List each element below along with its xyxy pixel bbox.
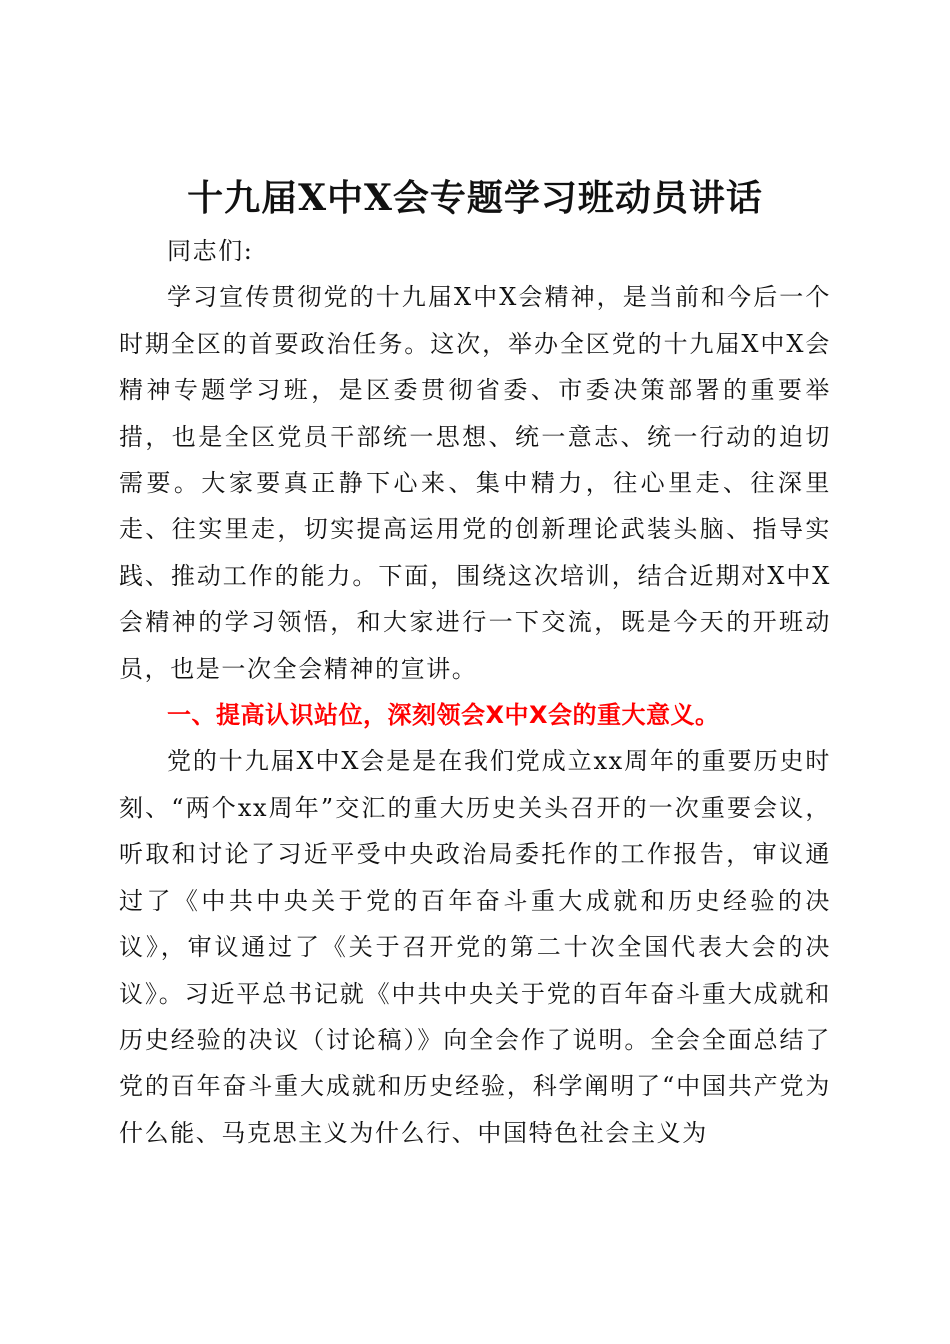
section-heading-1: 一、提高认识站位，深刻领会X中X会的重大意义。 — [167, 701, 720, 730]
document-body — [119, 228, 831, 1156]
paragraph-intro: 学习宣传贯彻党的十九届X中X会精神，是当前和今后一个时期全区的首要政治任务。这次，举办全区党的十九届X中X会精神专题学习班，是区委贯彻省委、市委决策部署的重要举措，也是全区党员干部统一思想、统一意志、统一行动的迫切需要。大家要真正静下心来、集中精力，往心里走、往深里走、往实里走，切实提高运用党的创新理论武装头脑、指导实践、推动工作的能力。下面，围绕这次培训，结合近期对X中X会精神的学习领悟，和大家进行一下交流，既是今天的开班动员，也是一次全会精神的宣讲。 — [119, 283, 831, 683]
paragraph-significance: 党的十九届X中X会是是在我们党成立xx周年的重要历史时刻、“两个xx周年”交汇的重大历史关头召开的一次重要会议，听取和讨论了习近平受中央政治局委托作的工作报告，审议通过了《中共中央关于党的百年奋斗重大成就和历史经验的决议》，审议通过了《关于召开党的第二十次全国代表大会的决议》。习近平总书记就《中共中央关于党的百年奋斗重大成就和历史经验的决议（讨论稿）》向全会作了说明。全会全面总结了党的百年奋斗重大成就和历史经验，科学阐明了“中国共产党为什么能、马克思主义为什么行、中国特色社会主义为 — [119, 747, 831, 1147]
document-title: 十九届X中X会专题学习班动员讲话 — [187, 177, 763, 219]
greeting-line: 同志们: — [167, 237, 254, 265]
